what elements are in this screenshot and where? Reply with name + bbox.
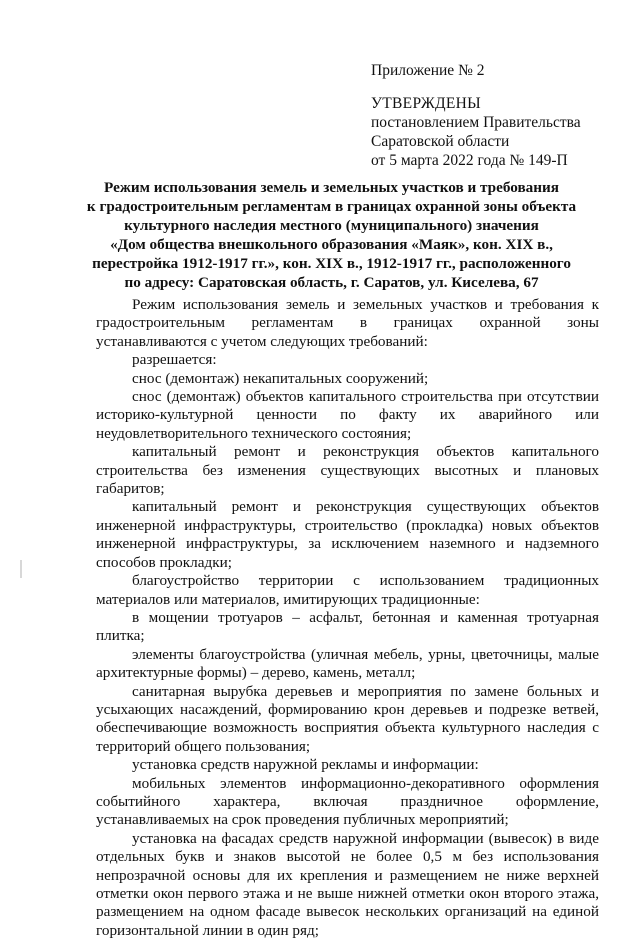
body-paragraph: мобильных элементов информационно-декоративного оформления событийного характера, включая праздничное оформление, устанавливаемых на срок проведения публичных мероприятий; — [96, 774, 599, 829]
body-paragraph: снос (демонтаж) объектов капитального строительства при отсутствии историко-культурной ценности по факту их аварийного или неудовлетворительного технического состояния; — [96, 388, 599, 442]
document-title — [60, 178, 603, 292]
body-paragraph: в мощении тротуаров – асфальт, бетонная и каменная тротуарная плитка; — [96, 608, 599, 645]
body-paragraph: санитарная вырубка деревьев и мероприятия по замене больных и усыхающих насаждений, формированию крон деревьев и подрезке ветвей, обеспечивающие возможность восприятия объекта культурного наследия с территорий общего пользования; — [96, 682, 599, 755]
approval-line: Саратовской области — [371, 133, 510, 150]
body-paragraph: Режим использования земель и земельных участков и требования к градостроительным регламентам в границах охранной зоны устанавливаются с учетом следующих требований: — [96, 296, 599, 350]
title-line: по адресу: Саратовская область, г. Саратов, ул. Киселева, 67 — [124, 274, 539, 291]
body-paragraph: капитальный ремонт и реконструкция объектов капитального строительства без изменения существующих высотных и плановых габаритов; — [96, 443, 599, 498]
body-paragraph: благоустройство территории с использованием традиционных материалов или материалов, имитирующих традиционные: — [96, 572, 599, 608]
body-paragraph: элементы благоустройства (уличная мебель, урны, цветочницы, малые архитектурные формы) – дерево, камень, металл; — [96, 645, 599, 682]
scan-artifact — [20, 560, 22, 578]
approval-block — [371, 61, 611, 170]
body-paragraph: капитальный ремонт и реконструкция существующих объектов инженерной инфраструктуры, строительство (прокладка) новых объектов инженерной инфраструктуры, за исключением наземного и надземного способов прокладки; — [96, 498, 599, 571]
title-line: Режим использования земель и земельных участков и требования — [104, 179, 559, 196]
document-body — [96, 296, 599, 940]
body-paragraph: установка на фасадах средств наружной информации (вывесок) в виде отдельных букв и знаков высотой не более 0,5 м без использования непрозрачной основы для их крепления и размещением не ниже верхней отметки окон первого этажа и не выше нижней отметки окон второго этажа, размещением на одном фасаде вывесок нескольких организаций на единой горизонтальной линии в один ряд; — [96, 829, 599, 939]
body-paragraph: установка средств наружной рекламы и информации: — [132, 756, 479, 774]
body-paragraph: разрешается: — [132, 351, 217, 369]
title-line: к градостроительным регламентам в границах охранной зоны объекта — [86, 198, 577, 215]
title-line: «Дом общества внешкольного образования «Маяк», кон. XIX в., — [110, 236, 553, 253]
appendix-label: Приложение № 2 — [371, 62, 485, 79]
title-line: культурного наследия местного (муниципального) значения — [124, 217, 539, 234]
approval-line: от 5 марта 2022 года № 149-П — [371, 152, 568, 169]
body-paragraph: снос (демонтаж) некапитальных сооружений; — [132, 369, 429, 387]
title-line: перестройка 1912-1917 гг.», кон. XIX в., 1912-1917 гг., расположенного — [92, 255, 571, 272]
approval-line: постановлением Правительства — [371, 114, 581, 131]
approved-heading: УТВЕРЖДЕНЫ — [371, 95, 481, 112]
